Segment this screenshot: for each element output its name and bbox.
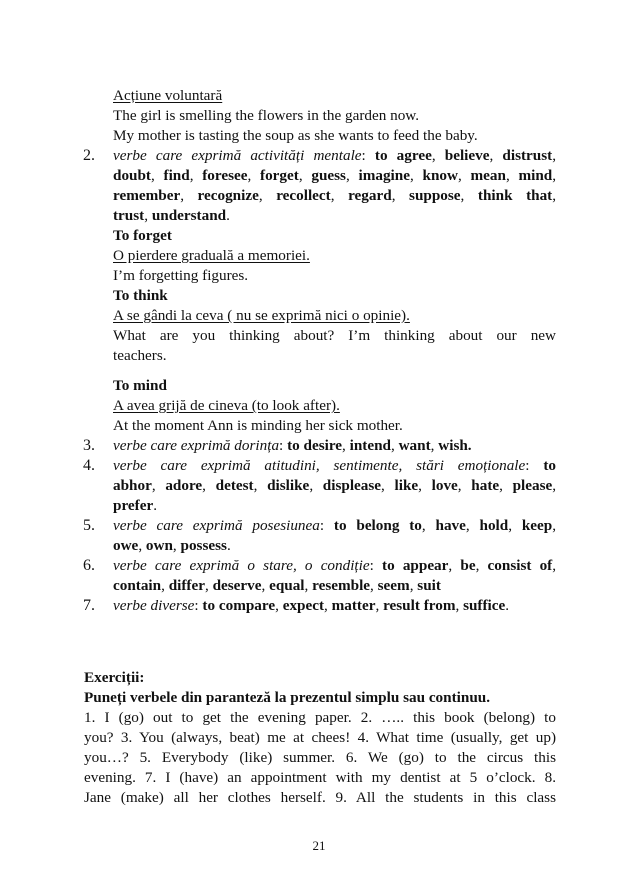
verb: suit — [417, 577, 441, 594]
example-sentence: My mother is tasting the soup as she wants to feed the baby. — [113, 127, 478, 144]
verb: differ — [168, 577, 205, 594]
verb: hate — [471, 477, 500, 494]
verb-line: trust, understand. — [113, 207, 230, 224]
verb: hold — [479, 517, 509, 534]
verb: expect — [282, 597, 325, 614]
list-item-line: verbe care exprimă dorința: to desire, intend, want, wish. — [113, 437, 472, 454]
verb: wish. — [438, 437, 472, 454]
term-definition: O pierdere graduală a memoriei. — [113, 247, 310, 264]
category-label: verbe care exprimă atitudini, sentimente, stări emoționale — [113, 457, 526, 474]
verb: like — [394, 477, 419, 494]
verb: contain — [113, 577, 162, 594]
verb: resemble — [312, 577, 371, 594]
verb: mean — [470, 167, 506, 184]
verb: recollect — [276, 187, 331, 204]
subheading-actiune-voluntara: Acțiune voluntară — [113, 87, 223, 104]
verb: find — [163, 167, 190, 184]
verb: guess — [311, 167, 346, 184]
example-sentence: The girl is smelling the flowers in the garden now. — [113, 107, 420, 124]
verb: to agree — [374, 147, 432, 164]
list-number: 6. — [83, 557, 95, 574]
verb: have — [435, 517, 466, 534]
verb: distrust — [502, 147, 553, 164]
verb: believe — [444, 147, 490, 164]
verb: result from — [383, 597, 456, 614]
verb: matter — [331, 597, 376, 614]
list-number: 7. — [83, 597, 95, 614]
page-number: 21 — [312, 838, 326, 853]
verb: abhor — [113, 477, 152, 494]
list-item-line: verbe care exprimă atitudini, sentimente, stări emoționale: to — [113, 457, 556, 474]
exercise-text-line: evening. 7. I (have) an appointment with my dentist at 5 o’clock. 8. — [84, 769, 556, 786]
verb: regard — [348, 187, 392, 204]
verb: know — [422, 167, 458, 184]
verb-line: remember, recognize, recollect, regard, suppose, think that, — [113, 187, 557, 204]
exercise-text-line: you? 3. You (always, beat) me at chees! 4. What time (usually, get up) — [84, 729, 556, 746]
verb: possess — [180, 537, 227, 554]
category-label: verbe care exprimă o stare, o condiție — [113, 557, 370, 574]
list-number: 5. — [83, 517, 95, 534]
term-heading-to-think: To think — [113, 287, 168, 304]
verb: love — [431, 477, 458, 494]
example-sentence: I’m forgetting figures. — [113, 267, 249, 284]
verb: doubt — [113, 167, 151, 184]
exercise-text-line: Jane (make) all her clothes herself. 9. All the students in this class — [84, 789, 556, 806]
verb: to — [543, 457, 556, 474]
verb: intend — [349, 437, 391, 454]
term-definition: A avea grijă de cineva (to look after). — [113, 397, 340, 414]
verb: equal — [269, 577, 305, 594]
verb: imagine — [358, 167, 410, 184]
example-sentence: At the moment Ann is minding her sick mother. — [113, 417, 403, 434]
exercise-instruction: Puneți verbele din paranteză la prezentul simplu sau continuu. — [84, 689, 491, 706]
category-label: verbe care exprimă activități mentale — [113, 147, 362, 164]
verb: deserve — [212, 577, 262, 594]
verb-line: abhor, adore, detest, dislike, displease, like, love, hate, please, — [113, 477, 557, 494]
verb: displease — [322, 477, 382, 494]
verb: suppose — [409, 187, 461, 204]
verb: suffice — [463, 597, 506, 614]
verb: to compare — [202, 597, 276, 614]
verb: own — [145, 537, 173, 554]
term-heading-to-mind: To mind — [113, 377, 167, 394]
exercise-text-line: 1. I (go) out to get the evening paper. 2. ….. this book (belong) to — [84, 709, 556, 726]
verb: detest — [215, 477, 254, 494]
verb: to appear — [382, 557, 449, 574]
list-number: 4. — [83, 457, 95, 474]
verb: please — [512, 477, 553, 494]
verb: seem — [377, 577, 410, 594]
verb: adore — [165, 477, 203, 494]
verb: recognize — [197, 187, 259, 204]
verb: want — [398, 437, 431, 454]
term-definition: A se gândi la ceva ( nu se exprimă nici o opinie). — [113, 307, 410, 324]
verb: understand — [151, 207, 227, 224]
verb: dislike — [267, 477, 310, 494]
list-item-line: verbe care exprimă posesiunea: to belong to, have, hold, keep, — [113, 517, 557, 534]
verb: forget — [260, 167, 299, 184]
verb-line: contain, differ, deserve, equal, resemble, seem, suit — [113, 577, 441, 594]
list-item-line: verbe care exprimă activități mentale: to agree, believe, distrust, — [113, 147, 556, 164]
verb: be — [460, 557, 476, 574]
verb: trust — [113, 207, 145, 224]
category-label: verbe care exprimă posesiunea — [113, 517, 320, 534]
verb: keep — [521, 517, 553, 534]
verb-line: doubt, find, foresee, forget, guess, imagine, know, mean, mind, — [113, 167, 557, 184]
verb-line: prefer. — [113, 497, 157, 514]
verb: remember — [113, 187, 181, 204]
exercise-title: Exerciții: — [84, 669, 145, 686]
verb: foresee — [202, 167, 248, 184]
term-heading-to-forget: To forget — [113, 227, 172, 244]
verb: consist of — [487, 557, 553, 574]
list-item-line: verbe care exprimă o stare, o condiție: to appear, be, consist of, — [113, 557, 557, 574]
verb: prefer — [113, 497, 154, 514]
list-number: 2. — [83, 147, 95, 164]
verb: to belong to — [333, 517, 422, 534]
category-label: verbe diverse — [113, 597, 195, 614]
verb-line: owe, own, possess. — [113, 537, 231, 554]
example-sentence: teachers. — [113, 347, 167, 364]
verb: think that — [477, 187, 553, 204]
list-number: 3. — [83, 437, 95, 454]
list-item-line: verbe diverse: to compare, expect, matter, result from, suffice. — [113, 597, 510, 614]
verb: to desire — [287, 437, 343, 454]
example-sentence: What are you thinking about? I’m thinking about our new — [113, 327, 556, 344]
exercise-text-line: you…? 5. Everybody (like) summer. 6. We (go) to the circus this — [84, 749, 556, 766]
category-label: verbe care exprimă dorința — [113, 437, 280, 454]
verb: mind — [518, 167, 553, 184]
verb: owe — [113, 537, 139, 554]
